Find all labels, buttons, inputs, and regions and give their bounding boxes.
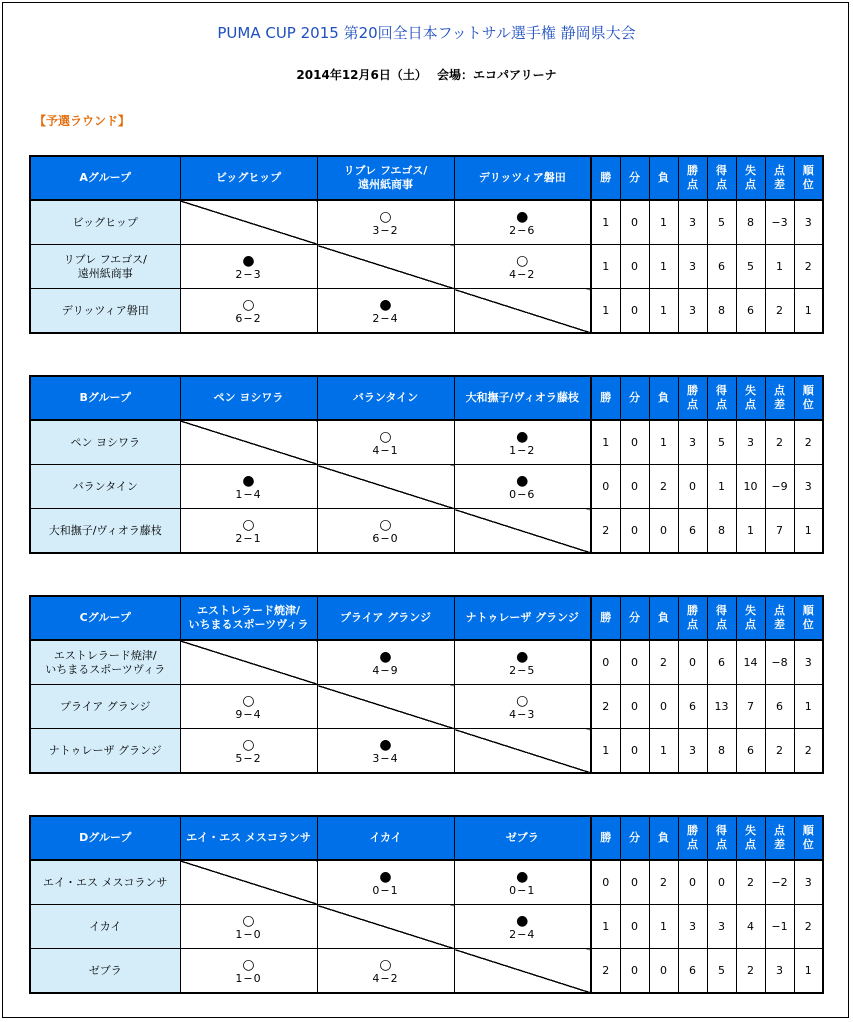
stat-value: 1 xyxy=(794,289,823,334)
match-score: 4−9 xyxy=(372,663,399,677)
stat-value: 2 xyxy=(765,289,794,334)
win-circle-icon: ○ xyxy=(516,692,529,709)
team-name: ペン ヨシワラ xyxy=(30,420,180,465)
win-circle-icon: ○ xyxy=(379,956,392,973)
table-row xyxy=(30,420,823,465)
group-table xyxy=(29,815,824,994)
stat-header: 失 点 xyxy=(736,596,765,640)
stat-value: 0 xyxy=(620,420,649,465)
stat-value: 2 xyxy=(649,465,678,509)
stat-value: 1 xyxy=(707,465,736,509)
match-result xyxy=(317,860,454,905)
loss-dot-icon: ● xyxy=(516,472,529,489)
stat-value: 2 xyxy=(794,245,823,289)
stat-value: 0 xyxy=(620,200,649,245)
match-score: 2−5 xyxy=(509,663,536,677)
stat-value: 0 xyxy=(620,860,649,905)
table-row xyxy=(30,289,823,334)
table-row xyxy=(30,905,823,949)
match-score: 2−3 xyxy=(235,267,262,281)
team-name: 大和撫子/ヴィオラ藤枝 xyxy=(30,509,180,554)
stat-header: 分 xyxy=(620,376,649,420)
stat-value: −2 xyxy=(765,860,794,905)
stat-value: 0 xyxy=(620,905,649,949)
stat-value: 0 xyxy=(620,685,649,729)
stat-value: 14 xyxy=(736,640,765,685)
stat-header: 勝 xyxy=(591,596,620,640)
opponent-header: エストレラード焼津/ いちまるスポーツヴィラ xyxy=(180,596,317,640)
match-score: 1−2 xyxy=(509,443,536,457)
round-label: 【予選ラウンド】 xyxy=(34,114,131,128)
stat-value: 1 xyxy=(736,509,765,554)
match-result xyxy=(317,640,454,685)
stat-value: 3 xyxy=(678,200,707,245)
win-circle-icon: ○ xyxy=(242,912,255,929)
match-score: 3−4 xyxy=(372,751,399,765)
stat-value: 1 xyxy=(591,729,620,774)
self-match-cell xyxy=(180,640,317,685)
stat-value: 3 xyxy=(794,200,823,245)
stat-value: 5 xyxy=(736,245,765,289)
stat-value: 0 xyxy=(678,860,707,905)
stat-value: 1 xyxy=(591,289,620,334)
stat-value: 2 xyxy=(736,949,765,994)
stat-value: 2 xyxy=(736,860,765,905)
match-result xyxy=(317,729,454,774)
match-score: 0−1 xyxy=(372,883,399,897)
stat-value: 1 xyxy=(765,245,794,289)
stat-value: 1 xyxy=(794,509,823,554)
stat-value: 6 xyxy=(765,685,794,729)
match-result xyxy=(180,509,317,554)
stat-header: 得 点 xyxy=(707,376,736,420)
table-row xyxy=(30,729,823,774)
stat-header: 負 xyxy=(649,156,678,200)
match-score: 2−4 xyxy=(509,927,536,941)
stat-value: 6 xyxy=(707,640,736,685)
team-name: リブレ フエゴス/ 遠州紙商事 xyxy=(30,245,180,289)
loss-dot-icon: ● xyxy=(379,736,392,753)
group-table xyxy=(29,155,824,334)
table-row xyxy=(30,245,823,289)
match-result xyxy=(180,685,317,729)
opponent-header: ペン ヨシワラ xyxy=(180,376,317,420)
group-name: Cグループ xyxy=(30,596,180,640)
stat-value: 3 xyxy=(678,420,707,465)
opponent-header: ナトゥレーザ グランジ xyxy=(454,596,591,640)
stat-value: 2 xyxy=(591,509,620,554)
loss-dot-icon: ● xyxy=(379,296,392,313)
match-score: 4−1 xyxy=(372,443,399,457)
loss-dot-icon: ● xyxy=(516,208,529,225)
stat-value: 0 xyxy=(591,860,620,905)
stat-value: 1 xyxy=(591,905,620,949)
stat-header: 得 点 xyxy=(707,816,736,860)
loss-dot-icon: ● xyxy=(242,252,255,269)
stat-value: 5 xyxy=(707,200,736,245)
match-score: 4−3 xyxy=(509,707,536,721)
stat-value: 0 xyxy=(620,465,649,509)
opponent-header: プライア グランジ xyxy=(317,596,454,640)
stat-header: 勝 点 xyxy=(678,596,707,640)
match-result xyxy=(454,860,591,905)
stat-header: 順 位 xyxy=(794,596,823,640)
loss-dot-icon: ● xyxy=(516,912,529,929)
win-circle-icon: ○ xyxy=(379,428,392,445)
match-score: 0−1 xyxy=(509,883,536,897)
stat-value: 3 xyxy=(794,465,823,509)
match-result xyxy=(454,905,591,949)
stat-value: 0 xyxy=(649,509,678,554)
stat-value: 3 xyxy=(678,289,707,334)
stat-value: 2 xyxy=(794,905,823,949)
team-name: デリッツィア磐田 xyxy=(30,289,180,334)
stat-value: 1 xyxy=(649,420,678,465)
team-name: ナトゥレーザ グランジ xyxy=(30,729,180,774)
match-result xyxy=(180,729,317,774)
stat-value: 7 xyxy=(736,685,765,729)
stat-value: 2 xyxy=(591,685,620,729)
loss-dot-icon: ● xyxy=(379,648,392,665)
stat-value: 1 xyxy=(591,420,620,465)
match-score: 9−4 xyxy=(235,707,262,721)
loss-dot-icon: ● xyxy=(516,868,529,885)
stat-header: 勝 点 xyxy=(678,816,707,860)
stat-value: 2 xyxy=(591,949,620,994)
match-result xyxy=(454,465,591,509)
win-circle-icon: ○ xyxy=(242,296,255,313)
stat-header: 負 xyxy=(649,376,678,420)
match-result xyxy=(454,685,591,729)
self-match-cell xyxy=(454,289,591,334)
match-result xyxy=(317,509,454,554)
stat-header: 勝 xyxy=(591,376,620,420)
table-row xyxy=(30,860,823,905)
self-match-cell xyxy=(180,860,317,905)
stat-value: −8 xyxy=(765,640,794,685)
stat-header: 負 xyxy=(649,816,678,860)
stat-header: 分 xyxy=(620,816,649,860)
win-circle-icon: ○ xyxy=(242,692,255,709)
table-row xyxy=(30,640,823,685)
win-circle-icon: ○ xyxy=(242,956,255,973)
stat-value: 4 xyxy=(736,905,765,949)
group-table xyxy=(29,375,824,554)
match-result xyxy=(317,289,454,334)
stat-value: 3 xyxy=(794,640,823,685)
stat-value: 8 xyxy=(707,509,736,554)
stat-value: 0 xyxy=(591,640,620,685)
table-row xyxy=(30,509,823,554)
stat-value: 3 xyxy=(678,245,707,289)
match-result xyxy=(180,465,317,509)
stat-header: 順 位 xyxy=(794,376,823,420)
stat-value: 3 xyxy=(765,949,794,994)
stat-value: −9 xyxy=(765,465,794,509)
stat-value: 1 xyxy=(649,905,678,949)
match-score: 2−6 xyxy=(509,223,536,237)
group-name: Bグループ xyxy=(30,376,180,420)
stat-header: 順 位 xyxy=(794,156,823,200)
stat-value: 0 xyxy=(678,640,707,685)
match-score: 1−0 xyxy=(235,927,262,941)
stat-value: 2 xyxy=(649,640,678,685)
stat-value: 0 xyxy=(620,245,649,289)
team-name: ゼブラ xyxy=(30,949,180,994)
team-name: イカイ xyxy=(30,905,180,949)
self-match-cell xyxy=(180,420,317,465)
team-name: エイ・エス メスコランサ xyxy=(30,860,180,905)
win-circle-icon: ○ xyxy=(379,516,392,533)
stat-value: 0 xyxy=(649,949,678,994)
stat-value: 1 xyxy=(794,685,823,729)
self-match-cell xyxy=(180,200,317,245)
group-name: Dグループ xyxy=(30,816,180,860)
win-circle-icon: ○ xyxy=(516,252,529,269)
opponent-header: デリッツィア磐田 xyxy=(454,156,591,200)
match-score: 0−6 xyxy=(509,487,536,501)
stat-value: 6 xyxy=(678,949,707,994)
stat-value: 5 xyxy=(707,949,736,994)
stat-value: 0 xyxy=(591,465,620,509)
stat-value: 8 xyxy=(736,200,765,245)
match-score: 1−0 xyxy=(235,971,262,985)
stat-header: 点 差 xyxy=(765,376,794,420)
opponent-header: イカイ xyxy=(317,816,454,860)
stat-value: 0 xyxy=(649,685,678,729)
group-table xyxy=(29,595,824,774)
match-score: 4−2 xyxy=(372,971,399,985)
stat-value: 5 xyxy=(707,420,736,465)
stat-value: 0 xyxy=(620,509,649,554)
opponent-header: バランタイン xyxy=(317,376,454,420)
stat-value: 6 xyxy=(678,685,707,729)
stat-header: 分 xyxy=(620,596,649,640)
stat-header: 得 点 xyxy=(707,156,736,200)
stat-value: 10 xyxy=(736,465,765,509)
stat-header: 勝 xyxy=(591,816,620,860)
stat-header: 点 差 xyxy=(765,596,794,640)
match-result xyxy=(317,200,454,245)
stat-value: 0 xyxy=(620,729,649,774)
match-result xyxy=(180,245,317,289)
date-venue: 2014年12月6日（土） 会場：エコパアリーナ xyxy=(296,68,557,82)
match-score: 1−4 xyxy=(235,487,262,501)
stat-header: 勝 点 xyxy=(678,376,707,420)
header-row xyxy=(30,156,823,200)
header-row xyxy=(30,596,823,640)
stat-value: 0 xyxy=(620,949,649,994)
stat-header: 得 点 xyxy=(707,596,736,640)
stat-header: 失 点 xyxy=(736,156,765,200)
stat-value: 3 xyxy=(736,420,765,465)
opponent-header: ゼブラ xyxy=(454,816,591,860)
stat-value: 8 xyxy=(707,289,736,334)
opponent-header: エイ・エス メスコランサ xyxy=(180,816,317,860)
stat-value: 1 xyxy=(591,200,620,245)
team-name: エストレラード焼津/ いちまるスポーツヴィラ xyxy=(30,640,180,685)
stat-value: 3 xyxy=(794,860,823,905)
match-score: 6−0 xyxy=(372,531,399,545)
stat-value: 1 xyxy=(649,289,678,334)
stat-header: 失 点 xyxy=(736,816,765,860)
stat-header: 分 xyxy=(620,156,649,200)
header-row xyxy=(30,816,823,860)
stat-header: 勝 点 xyxy=(678,156,707,200)
self-match-cell xyxy=(454,949,591,994)
stat-value: 0 xyxy=(707,860,736,905)
match-score: 2−1 xyxy=(235,531,262,545)
table-row xyxy=(30,949,823,994)
stat-header: 順 位 xyxy=(794,816,823,860)
stat-value: 1 xyxy=(591,245,620,289)
win-circle-icon: ○ xyxy=(242,516,255,533)
match-result xyxy=(454,245,591,289)
match-score: 5−2 xyxy=(235,751,262,765)
stat-header: 点 差 xyxy=(765,816,794,860)
stat-value: 1 xyxy=(794,949,823,994)
opponent-header: リブレ フエゴス/ 遠州紙商事 xyxy=(317,156,454,200)
self-match-cell xyxy=(317,465,454,509)
match-result xyxy=(317,949,454,994)
stat-value: 13 xyxy=(707,685,736,729)
table-row xyxy=(30,685,823,729)
match-result xyxy=(317,420,454,465)
self-match-cell xyxy=(454,729,591,774)
stat-value: 2 xyxy=(794,420,823,465)
stat-value: 6 xyxy=(678,509,707,554)
win-circle-icon: ○ xyxy=(379,208,392,225)
stat-value: 6 xyxy=(736,729,765,774)
loss-dot-icon: ● xyxy=(379,868,392,885)
self-match-cell xyxy=(317,245,454,289)
stat-value: 2 xyxy=(649,860,678,905)
self-match-cell xyxy=(317,685,454,729)
stat-value: 6 xyxy=(736,289,765,334)
group-name: Aグループ xyxy=(30,156,180,200)
stat-value: 7 xyxy=(765,509,794,554)
stat-value: 0 xyxy=(620,640,649,685)
match-result xyxy=(454,420,591,465)
stat-value: 6 xyxy=(707,245,736,289)
self-match-cell xyxy=(317,905,454,949)
stat-value: 8 xyxy=(707,729,736,774)
match-result xyxy=(180,949,317,994)
page-title: PUMA CUP 2015 第20回全日本フットサル選手権 静岡県大会 xyxy=(217,24,636,42)
match-result xyxy=(180,289,317,334)
header-row xyxy=(30,376,823,420)
stat-value: 1 xyxy=(649,200,678,245)
opponent-header: 大和撫子/ヴィオラ藤枝 xyxy=(454,376,591,420)
stat-header: 失 点 xyxy=(736,376,765,420)
opponent-header: ビッグヒップ xyxy=(180,156,317,200)
stat-value: 2 xyxy=(794,729,823,774)
stat-value: 3 xyxy=(678,905,707,949)
match-score: 2−4 xyxy=(372,311,399,325)
stat-value: 1 xyxy=(649,729,678,774)
stat-value: 2 xyxy=(765,729,794,774)
stat-value: 2 xyxy=(765,420,794,465)
loss-dot-icon: ● xyxy=(242,472,255,489)
match-score: 6−2 xyxy=(235,311,262,325)
team-name: ビッグヒップ xyxy=(30,200,180,245)
stat-value: −1 xyxy=(765,905,794,949)
stat-header: 勝 xyxy=(591,156,620,200)
table-row xyxy=(30,200,823,245)
match-result xyxy=(454,640,591,685)
stat-value: 3 xyxy=(678,729,707,774)
loss-dot-icon: ● xyxy=(516,428,529,445)
loss-dot-icon: ● xyxy=(516,648,529,665)
self-match-cell xyxy=(454,509,591,554)
stat-value: −3 xyxy=(765,200,794,245)
match-result xyxy=(180,905,317,949)
stat-header: 負 xyxy=(649,596,678,640)
match-score: 3−2 xyxy=(372,223,399,237)
match-result xyxy=(454,200,591,245)
stat-value: 3 xyxy=(707,905,736,949)
stat-value: 0 xyxy=(620,289,649,334)
win-circle-icon: ○ xyxy=(242,736,255,753)
stat-value: 1 xyxy=(649,245,678,289)
stat-value: 0 xyxy=(678,465,707,509)
stat-header: 点 差 xyxy=(765,156,794,200)
team-name: バランタイン xyxy=(30,465,180,509)
team-name: プライア グランジ xyxy=(30,685,180,729)
table-row xyxy=(30,465,823,509)
match-score: 4−2 xyxy=(509,267,536,281)
